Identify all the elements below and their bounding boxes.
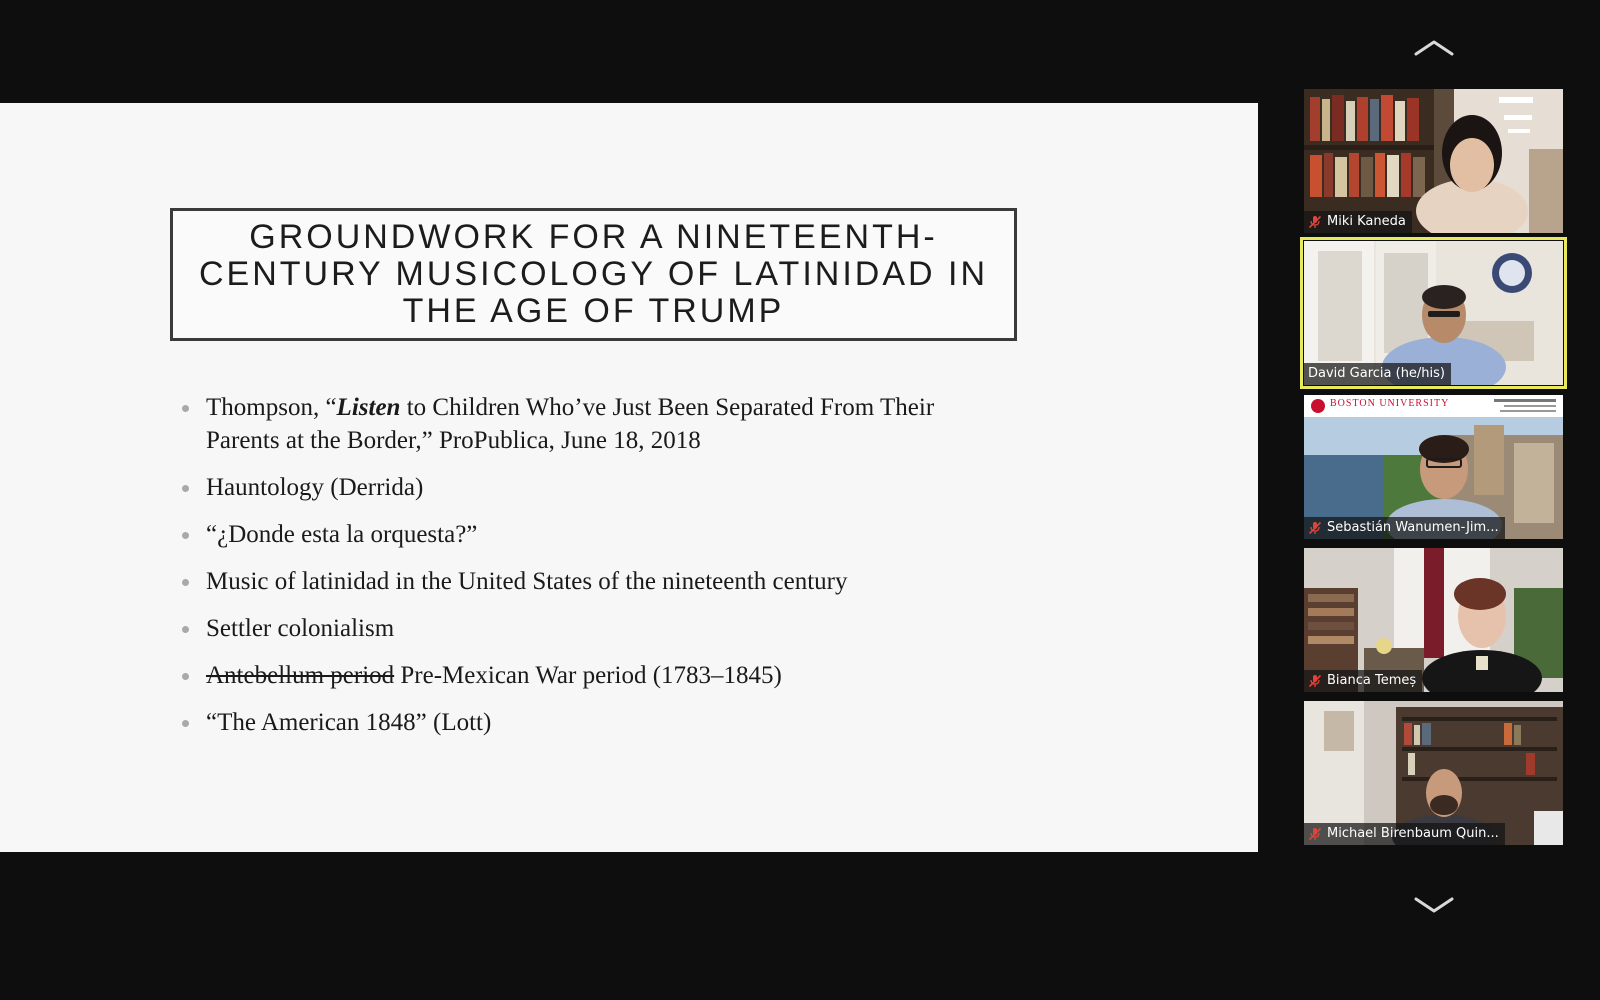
shared-slide — [0, 103, 1258, 852]
bullet-text: “The American 1848” (Lott) — [206, 709, 492, 736]
participant-name: Bianca Temeș — [1327, 673, 1417, 688]
bullet-dot — [182, 720, 189, 727]
mic-off-icon — [1308, 521, 1322, 535]
participant-name-tag — [1304, 363, 1451, 385]
participant-name: David Garcia (he/his) — [1308, 366, 1446, 381]
bullet-text: Settler colonialism — [206, 615, 395, 642]
participant-name: Miki Kaneda — [1327, 214, 1406, 229]
bullet-dot — [182, 626, 189, 633]
slide-title: GROUNDWORK FOR A NINETEENTH- CENTURY MUSICOLOGY OF LATINIDAD IN THE AGE OF TRUMP — [198, 218, 989, 330]
bullet-struck-text: Antebellum period — [206, 662, 395, 689]
chevron-down-icon[interactable] — [1412, 893, 1456, 917]
mic-off-icon — [1308, 215, 1322, 229]
mic-off-icon — [1308, 674, 1322, 688]
bullet-item — [182, 518, 1002, 551]
bullet-item — [182, 706, 1002, 739]
bullet-text: “¿Donde esta la orquesta?” — [206, 521, 478, 548]
participant-tile[interactable] — [1304, 395, 1563, 539]
bullet-item — [182, 391, 1002, 457]
bullet-item — [182, 471, 1002, 504]
backdrop-logo-text: BOSTON UNIVERSITY — [1330, 398, 1450, 409]
bullet-item — [182, 565, 1002, 598]
mic-off-icon — [1308, 827, 1322, 841]
participant-name-tag — [1304, 823, 1505, 845]
slide-bullet-list — [182, 391, 1002, 753]
chevron-up-icon[interactable] — [1412, 36, 1456, 60]
participant-name-tag — [1304, 517, 1505, 539]
participant-name: Sebastián Wanumen-Jim... — [1327, 520, 1499, 535]
bullet-dot — [182, 532, 189, 539]
participant-tile[interactable] — [1304, 701, 1563, 845]
bullet-text: Hauntology (Derrida) — [206, 474, 424, 501]
bullet-emphasis: Listen — [336, 394, 401, 421]
bullet-text: Music of latinidad in the United States of the nineteenth century — [206, 568, 848, 595]
participant-name: Michael Birenbaum Quin... — [1327, 826, 1499, 841]
bullet-dot — [182, 485, 189, 492]
participant-name-tag — [1304, 670, 1422, 692]
bullet-dot — [182, 673, 189, 680]
participant-tile[interactable] — [1304, 548, 1563, 692]
bullet-dot — [182, 579, 189, 586]
bullet-text: Thompson, “ — [206, 394, 337, 421]
participant-tile-active-speaker[interactable] — [1304, 241, 1563, 385]
bullet-item — [182, 612, 1002, 645]
participant-name-tag — [1304, 211, 1412, 233]
bullet-dot — [182, 405, 189, 412]
participant-tile[interactable] — [1304, 89, 1563, 233]
bullet-text: to Children Who’ve Just Been Separated From Their Parents at the Border,” ProPublica, June 18, 2018 — [206, 394, 935, 454]
slide-title-box — [170, 208, 1017, 341]
bullet-item — [182, 659, 1002, 692]
bullet-text: Pre-Mexican War period (1783–1845) — [394, 662, 782, 689]
